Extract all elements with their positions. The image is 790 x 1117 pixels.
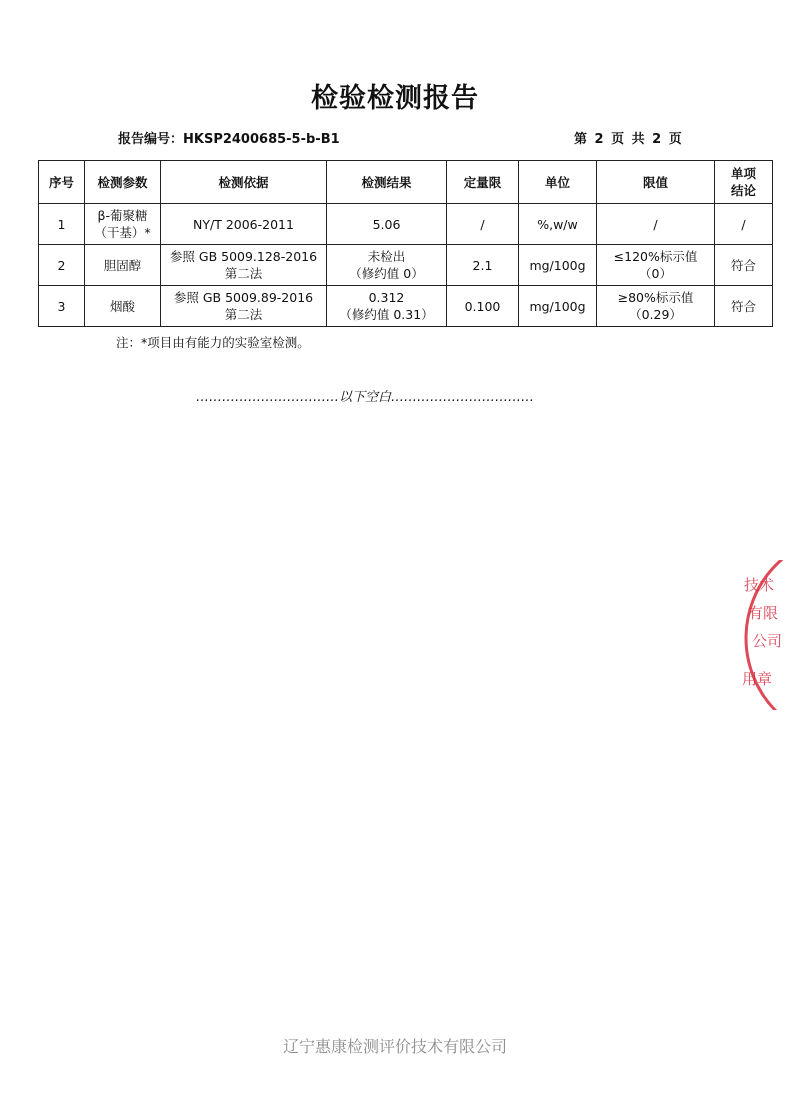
company-footer: 辽宁惠康检测评价技术有限公司	[282, 1037, 507, 1056]
cell-line: /	[653, 216, 658, 232]
cell-line: 参照 GB 5009.89-2016	[173, 290, 314, 305]
cell-limit	[597, 286, 715, 327]
cell-line: ≤120%标示值	[613, 249, 698, 264]
header-unit: 单位	[519, 161, 597, 204]
table-note: 注：*项目由有能力的实验室检测。	[116, 335, 310, 350]
cell-conclusion: /	[715, 204, 773, 245]
cell-unit: mg/100g	[519, 245, 597, 286]
cell-loq: 2.1	[447, 245, 519, 286]
cell-index: 3	[39, 286, 85, 327]
cell-parameter	[85, 286, 161, 327]
cell-result	[327, 204, 447, 245]
cell-line: （0.29）	[629, 307, 682, 322]
cell-line: ≥80%标示值	[617, 290, 694, 305]
company-seal-icon	[738, 560, 790, 710]
cell-line: （0）	[639, 266, 672, 281]
header-basis: 检测依据	[161, 161, 327, 204]
cell-line: NY/T 2006-2011	[193, 216, 294, 232]
cell-unit: mg/100g	[519, 286, 597, 327]
header-conclusion-line: 单项	[730, 166, 756, 181]
cell-line: 胆固醇	[103, 257, 142, 273]
table-row	[39, 245, 773, 286]
header-conclusion-line: 结论	[730, 183, 756, 198]
cell-basis	[161, 245, 327, 286]
table-row	[39, 204, 773, 245]
cell-parameter	[85, 204, 161, 245]
cell-line: 未检出	[367, 249, 406, 264]
svg-text:用章: 用章	[742, 670, 773, 688]
table-row	[39, 286, 773, 327]
header-conclusion	[715, 161, 773, 204]
results-table	[38, 160, 773, 327]
cell-line: 第二法	[224, 266, 263, 281]
cell-line: （修约值 0）	[349, 266, 424, 281]
cell-line: β-葡聚糖	[97, 208, 148, 223]
header-result: 检测结果	[327, 161, 447, 204]
cell-conclusion: 符合	[715, 286, 773, 327]
cell-line: 烟酸	[109, 298, 135, 314]
svg-text:有限: 有限	[748, 604, 779, 622]
blank-marker: ……………………………以下空白……………………………	[196, 390, 535, 405]
cell-limit	[597, 204, 715, 245]
cell-line: 参照 GB 5009.128-2016	[169, 249, 318, 264]
cell-result	[327, 286, 447, 327]
svg-text:公司: 公司	[752, 632, 783, 650]
cell-line: 0.312	[368, 290, 405, 305]
cell-loq: 0.100	[447, 286, 519, 327]
cell-loq: /	[447, 204, 519, 245]
cell-unit: %,w/w	[519, 204, 597, 245]
header-limit: 限值	[597, 161, 715, 204]
cell-parameter	[85, 245, 161, 286]
cell-conclusion: 符合	[715, 245, 773, 286]
cell-result	[327, 245, 447, 286]
cell-basis	[161, 204, 327, 245]
cell-line: （修约值 0.31）	[339, 307, 434, 322]
report-number: 报告编号：HKSP2400685-5-b-B1	[118, 132, 340, 147]
report-title: 检验检测报告	[311, 83, 479, 114]
cell-line: 第二法	[224, 307, 263, 322]
header-parameter: 检测参数	[85, 161, 161, 204]
cell-index: 1	[39, 204, 85, 245]
cell-line: 5.06	[372, 216, 401, 232]
header-index: 序号	[39, 161, 85, 204]
table-header-row	[39, 161, 773, 204]
cell-basis	[161, 286, 327, 327]
cell-index: 2	[39, 245, 85, 286]
cell-line: （干基）*	[94, 225, 151, 240]
cell-limit	[597, 245, 715, 286]
svg-text:技术: 技术	[744, 576, 775, 594]
header-loq: 定量限	[447, 161, 519, 204]
page-number: 第 2 页 共 2 页	[574, 132, 682, 147]
